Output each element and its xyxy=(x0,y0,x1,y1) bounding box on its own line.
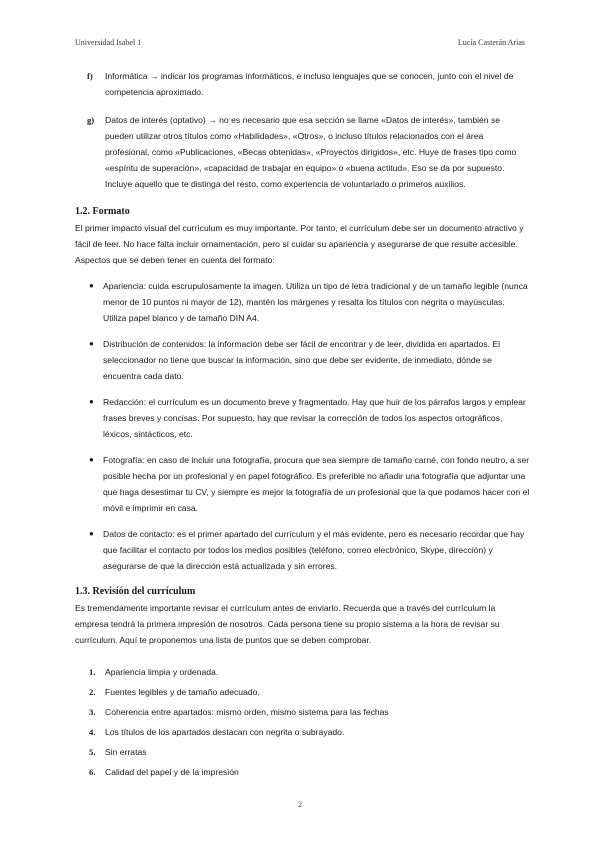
page-number: 2 xyxy=(298,800,302,809)
bullet-text: Apariencia: cuida escrupulosamente la imagen. Utiliza un tipo de letra tradicional y de un tamaño legible (nunca menor de 10 puntos ni mayor de 12), mantén los márgenes y resalta los títulos con negrita o mayúsculas. Utiliza papel blanco y de tamaño DIN A4. xyxy=(103,281,528,323)
item-text: Los títulos de los apartados destacan con negrita o subrayado. xyxy=(105,727,345,737)
bullet-text: Redacción: el currículum es un documento breve y fragmentado. Hay que huir de los párrafos largos y emplear frases breves y concisas. Por supuesto, hay que revisar la corrección de todos los aspectos ortográficos, léxicos, sintácticos, etc. xyxy=(103,397,526,439)
bullet-icon: ● xyxy=(89,339,94,348)
section-heading-review: 1.3. Revisión del currículum xyxy=(75,586,196,597)
item-label: f) xyxy=(87,71,93,81)
bullet-icon: ● xyxy=(89,529,94,538)
numbered-item xyxy=(75,704,530,720)
bullet-icon: ● xyxy=(89,397,94,406)
bullet-item xyxy=(75,336,530,384)
item-number: 3. xyxy=(89,707,96,717)
header-institution: Universidad Isabel 1 xyxy=(75,38,142,47)
list-item-g xyxy=(75,112,530,192)
numbered-item xyxy=(75,724,530,740)
item-text: Coherencia entre apartados: mismo orden, mismo sistema para las fechas xyxy=(105,707,389,717)
item-number: 4. xyxy=(89,727,96,737)
numbered-item xyxy=(75,684,530,700)
item-text: Fuentes legibles y de tamaño adecuado. xyxy=(105,687,260,697)
bullet-text: Distribución de contenidos: la información debe ser fácil de encontrar y de leer, dividida en apartados. El seleccionador no tiene que buscar la información, sino que debe ser evidente, de inmediato, dónde se encuentra cada dato. xyxy=(103,339,500,381)
item-number: 1. xyxy=(89,667,96,677)
item-number: 6. xyxy=(89,767,96,777)
bullet-icon: ● xyxy=(89,455,94,464)
item-text: Calidad del papel y de la impresión xyxy=(105,767,239,777)
item-number: 5. xyxy=(89,747,96,757)
bullet-icon: ● xyxy=(89,281,94,290)
numbered-item xyxy=(75,764,530,780)
item-text: Apariencia limpia y ordenada. xyxy=(105,667,219,677)
section-review-intro: Es tremendamente importante revisar el currículum antes de enviarlo. Recuerda que a través del currículum la empresa tendrá la primera impresión de nosotros. Cada persona tiene su propio sistema a la hora de revisar su currículum. Aquí te proponemos una lista de puntos que se deben comprobar. xyxy=(75,603,500,645)
bullet-text: Fotografía: en caso de incluir una fotografía, procura que sea siempre de tamaño carné, con fondo neutro, a ser posible hecha por un profesional y en papel fotográfico. Es preferible no añadir una fotografía que adjuntar una que haga desestimar tu CV, y siempre es mejor la fotografía de un profesional que la que podamos hacer con el móvil e imprimir en casa. xyxy=(103,455,530,513)
bullet-item xyxy=(75,278,530,326)
numbered-item xyxy=(75,744,530,760)
section-heading-format: 1.2. Formato xyxy=(75,206,130,217)
numbered-item xyxy=(75,664,530,680)
item-text: Sin erratas xyxy=(105,747,147,757)
item-text: Datos de interés (optativo) → no es necesario que esa sección se llame «Datos de interés», también se pueden utilizar otros títulos como «Habilidades», «Otros», o incluso títulos relacionados con el área profesional, como «Publicaciones, «Becas obtenidas», «Proyectos dirigidos», etc. Huye de frases tipo como «espíritu de superación», «capacidad de trabajar en equipo» o «buena actitud». Eso se da por supuesto. Incluye aquello que te distinga del resto, como experiencia de voluntariado o primeros auxilios. xyxy=(105,115,517,189)
item-label: g) xyxy=(87,115,95,125)
bullet-item xyxy=(75,526,530,574)
document-body xyxy=(75,68,530,784)
item-number: 2. xyxy=(89,687,96,697)
item-text: Informática → indicar los programas informáticos, e incluso lenguajes que se conocen, junto con el nivel de competencia aproximado. xyxy=(105,71,514,97)
section-format-intro: El primer impacto visual del currículum es muy importante. Por tanto, el currículum debe ser un documento atractivo y fácil de leer. No hace falta incluir ornamentación, pero sí cuidar su apariencia y asegurarse de que resulte accesible. Aspectos que se deben tener en cuenta del formato: xyxy=(75,223,524,265)
bullet-item xyxy=(75,394,530,442)
bullet-text: Datos de contacto: es el primer apartado del currículum y el más evidente, pero es necesario recordar que hay que facilitar el contacto por todos los medios posibles (teléfono, correo electrónico, Skype, dirección) y asegurarse de que la dirección está actualizada y sin errores. xyxy=(103,529,525,571)
list-item-f xyxy=(75,68,530,100)
header-author: Lucía Casterán Arias xyxy=(457,38,525,47)
bullet-item xyxy=(75,452,530,516)
